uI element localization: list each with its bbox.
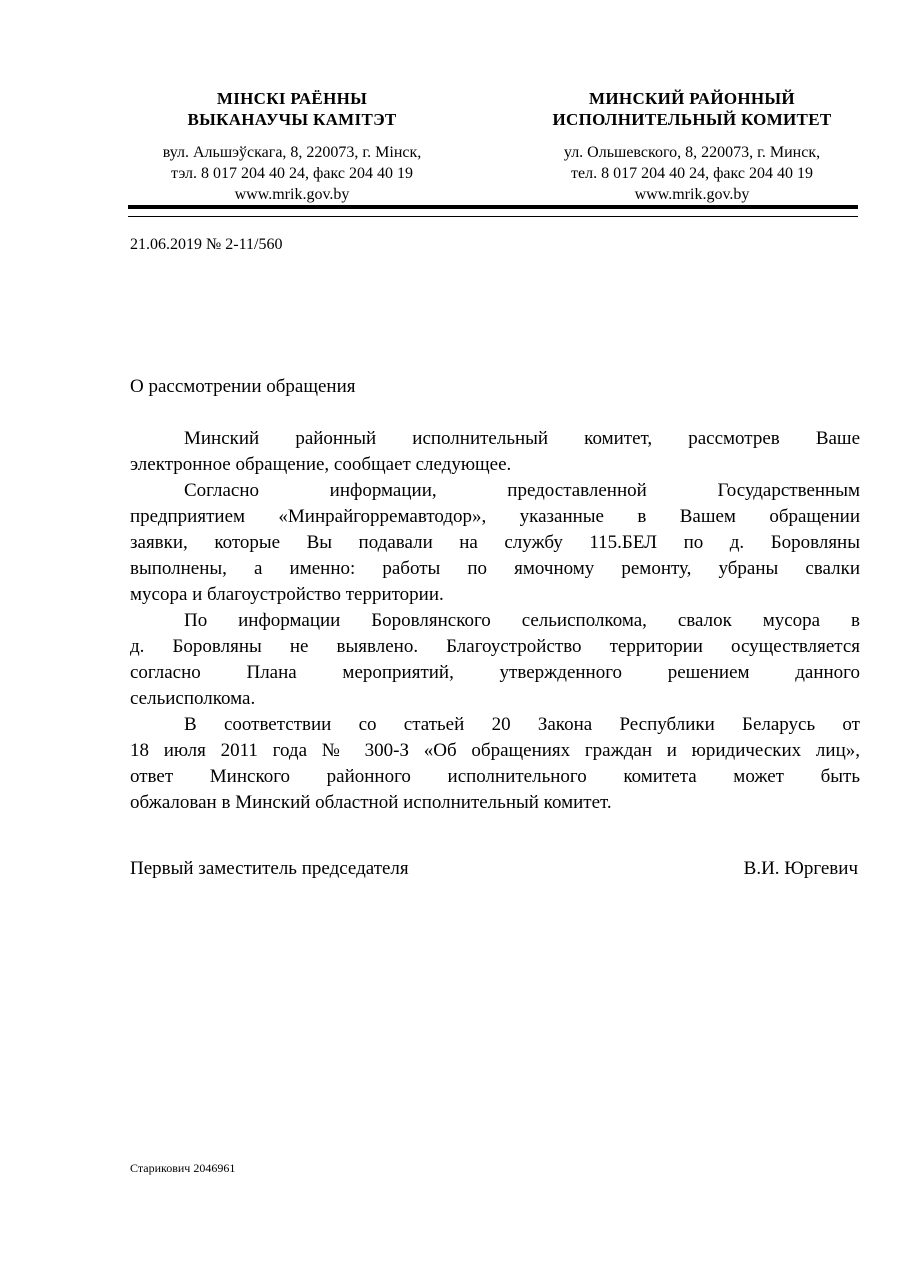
paragraph-line: По информации Боровлянского сельисполкома, свалок мусора в — [184, 610, 860, 631]
paragraph-line: согласно Плана мероприятий, утвержденного решением данного — [130, 662, 860, 683]
paragraph-line: выполнены, а именно: работы по ямочному ремонту, убраны свалки — [130, 558, 860, 579]
org-name-line: ИСПОЛНИТЕЛЬНЫЙ КОМИТЕТ — [552, 110, 832, 129]
org-name-line: МИНСКИЙ РАЙОННЫЙ — [589, 89, 795, 108]
website-line: www.mrik.gov.by — [234, 186, 350, 203]
paragraph — [130, 608, 860, 712]
paragraph — [130, 426, 860, 478]
paragraph-line: обжалован в Минский областной исполнительный комитет. — [130, 792, 612, 813]
paragraph-line: электронное обращение, сообщает следующее. — [130, 454, 512, 475]
phone-line: тэл. 8 017 204 40 24, факс 204 40 19 — [171, 165, 413, 182]
paragraph-line: Минский районный исполнительный комитет, рассмотрев Ваше — [184, 428, 860, 449]
letterhead-belarusian — [112, 88, 472, 205]
paragraph-line: Согласно информации, предоставленной Государственным — [184, 480, 860, 501]
org-name-line: МІНСКІ РАЁННЫ — [216, 89, 368, 108]
letter-subject: О рассмотрении обращения — [130, 376, 356, 397]
paragraph — [130, 712, 860, 816]
paragraph — [130, 478, 860, 608]
phone-line: тел. 8 017 204 40 24, факс 204 40 19 — [570, 165, 814, 182]
signatory-name: В.И. Юргевич — [743, 858, 858, 879]
org-name-line: ВЫКАНАУЧЫ КАМІТЭТ — [187, 110, 397, 129]
registration-number: 21.06.2019 № 2-11/560 — [130, 236, 283, 253]
address-line: ул. Ольшевского, 8, 220073, г. Минск, — [563, 144, 821, 161]
paragraph-line: д. Боровляны не выявлено. Благоустройство территории осуществляется — [130, 636, 860, 657]
paragraph-line: заявки, которые Вы подавали на службу 115.БЕЛ по д. Боровляны — [130, 532, 860, 553]
paragraph-line: 18 июля 2011 года № 300-З «Об обращениях граждан и юридических лиц», — [130, 740, 860, 761]
paragraph-line: ответ Минского районного исполнительного комитета может быть — [130, 766, 860, 787]
signatory-position: Первый заместитель председателя — [130, 858, 409, 879]
paragraph-line: В соответствии со статьей 20 Закона Республики Беларусь от — [184, 714, 860, 735]
paragraph-line: предприятием «Минрайгорремавтодор», указанные в Вашем обращении — [130, 506, 860, 527]
header-divider-thick — [128, 205, 858, 209]
letter-body — [130, 426, 860, 816]
paragraph-line: сельисполкома. — [130, 688, 256, 709]
executor-note: Старикович 2046961 — [130, 1161, 236, 1175]
header-divider-thin — [128, 216, 858, 217]
address-line: вул. Альшэўскага, 8, 220073, г. Мінск, — [162, 144, 422, 161]
letterhead-russian — [512, 88, 872, 205]
website-line: www.mrik.gov.by — [634, 186, 750, 203]
paragraph-line: мусора и благоустройство территории. — [130, 584, 444, 605]
